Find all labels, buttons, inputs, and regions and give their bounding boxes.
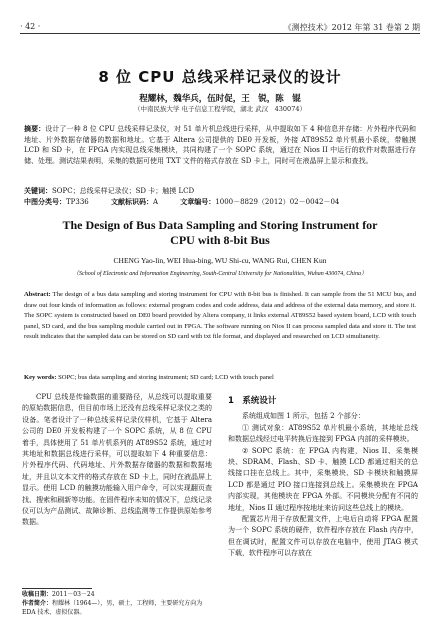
system-item-sopc: ② SOPC 系统：在 FPGA 内构建，Nios II、采集模块、SDRAM、Flash、SD 卡、触摸 LCD 都通过相关的总线接口挂在总线上。其中，采集模块、SD 卡模块和触摸屏 LCD 都是通过 PIO 接口连接到总线上。采集模块在 FPGA 内部实现，其他模块在 FPGA 外部。不同模块分配有不同的地址，Nios II 通过程序按地址来访问这些总线上的模块。 bbox=[228, 446, 418, 512]
body-left-column bbox=[22, 392, 212, 529]
chinese-title: 8 位 CPU 总线采样记录仪的设计 bbox=[98, 68, 342, 86]
english-title-line2: CPU with 8-bit Bus bbox=[170, 233, 270, 247]
clc-value: TP336 bbox=[66, 198, 89, 206]
chinese-keywords-text: SOPC；总线采样记录仪；SD 卡；触摸 LCD bbox=[52, 187, 195, 195]
article-no-label: 文章编号： bbox=[180, 198, 216, 206]
chinese-keywords bbox=[24, 186, 416, 196]
received-date bbox=[22, 590, 212, 599]
author-bio bbox=[22, 599, 212, 617]
system-intro-paragraph: 系统组成如图 1 所示，包括 2 个部分： bbox=[242, 412, 365, 421]
english-keywords bbox=[24, 373, 416, 383]
article-no-value: 1000－8829（2012）02－0042－04 bbox=[215, 198, 340, 206]
chinese-affiliation: （中南民族大学 电子信息工程学院，湖北 武汉 430074） bbox=[134, 105, 306, 113]
footnote-divider bbox=[22, 588, 92, 589]
english-abstract-text: The design of a bus data sampling and storing instrument for CPU with 8-bit bus is finished. It can sample from the 51 MCU bus, and draw out four kinds of information as follows: external program codes and code address, data and address of the external data memory, and store it. The SOPC system is constructed based on DE0 board provided by Altera company, it links external AT89S52 based system board, LCD with touch panel, SD card, and the bus sampling module carried out in FPGA. The software running on Nios II can process sampled data and store it. The test result indicates that the sampled data can be stored on SD card with txt file format, and displayed and researched on LCD simultaneity. bbox=[24, 291, 416, 341]
chinese-keywords-label: 关键词： bbox=[24, 187, 52, 195]
journal-name: 《测控技术》2012 年第 31 卷第 2 期 bbox=[283, 23, 420, 32]
chinese-abstract-text: 设计了一种 8 位 CPU 总线采样记录仪，对 51 单片机总线进行采样，从中提取如下 4 种信息并存储：片外程序代码和地址、片外数据存储器的数据和地址。它基于 Altera 公司提供的 DE0 开发板，外接 AT89S52 单片机最小系统，带触摸 LCD 和 SD 卡，在 FPGA 内实现总线采集模块，共同构建了一个 SOPC 系统，通过在 Nios II 中运行的软件对数据进行存储、处理。测试结果表明，采集的数据可使用 TXT 文件的格式存放在 SD 卡上，同时可在液晶屏上显示和查找。 bbox=[24, 125, 416, 165]
english-title-line1: The Design of Bus Data Sampling and Storing Instrument for bbox=[62, 218, 378, 232]
english-keywords-label: Key words: bbox=[24, 374, 57, 381]
author-bio-label: 作者简介： bbox=[22, 600, 53, 607]
chinese-abstract-label: 摘要： bbox=[24, 125, 46, 133]
author-bio-text: 程耀林（1964—），男，硕士，工程师，主要研究方向为 EDA 技术、虚拟仪器。 bbox=[22, 600, 203, 616]
system-item-test-object: ① 测试对象：AT89S52 单片机最小系统，其地址总线和数据总线经过电平转换后连接到 FPGA 内部的采样模块。 bbox=[228, 423, 418, 444]
chinese-authors: 程耀林，魏华兵，伍时促，王 锐，陈 锟 bbox=[139, 94, 301, 104]
doc-code-value: A bbox=[152, 198, 159, 206]
received-label: 收稿日期： bbox=[22, 591, 53, 598]
english-affiliation: （School of Electronic and Information Engineering, South-Central University for Nationalities, Wuhan 430074, China） bbox=[73, 271, 367, 277]
footnotes bbox=[22, 590, 212, 617]
received-value: 2011－03－24 bbox=[52, 591, 95, 598]
english-title bbox=[30, 218, 410, 248]
clc-label: 中图分类号： bbox=[24, 198, 66, 206]
classification-info bbox=[24, 197, 416, 207]
intro-paragraph: CPU 总线是传输数据的重要路径，从总线可以提取重要的原始数据信息，但目前市场上还没有总线采样记录仪之类的设备。笔者设计了一种总线采样记录仪样机，它基于 Altera 公司的 DE0 开发板构建了一个 SOPC 系统，从 8 位 CPU 着手，具体使用了 51 单片机系列的 AT89S52 系统，通过对其地址和数据总线进行采样，可以提取如下 4 种重要信息：片外程序代码、代码地址、片外数据存储器的数据和数据地址，并且以文本文件的格式存放在 SD 卡上，同时在液晶屏上显示。使用 LCD 的触摸功能输入用户命令，可以实现翻页查找、搜索和刷新等功能。在固件程序未知的情况下，总线记录仪可以为产品测试、故障诊断、总线监测等工作提供原始参考数据。 bbox=[22, 393, 212, 527]
header-divider bbox=[20, 33, 420, 34]
english-abstract-label: Abstract: bbox=[24, 291, 51, 298]
english-keywords-text: SOPC; bus data sampling and storing instrument; SD card; LCD with touch panel bbox=[58, 374, 274, 381]
english-abstract bbox=[24, 290, 416, 343]
doc-code-label: 文献标识码： bbox=[110, 198, 153, 206]
body-right-column bbox=[228, 392, 418, 560]
english-authors: CHENG Yao-lin, WEI Hua-bing, WU Shi-cu, WANG Rui, CHEN Kun bbox=[113, 256, 327, 265]
section-heading-system-design: 1 系统设计 bbox=[228, 396, 277, 406]
system-config-paragraph: 配置芯片用于存放配置文件，上电后自动将 FPGA 配置为一个 SOPC 系统的硬件，软件程序存放在 Flash 内存中，但在调试时，配置文件可以存放在电脑中，使用 JTAG 模式下载，软件程序可以存放在 bbox=[228, 515, 418, 558]
page-number: · 42 · bbox=[20, 22, 41, 31]
chinese-abstract bbox=[24, 124, 416, 166]
